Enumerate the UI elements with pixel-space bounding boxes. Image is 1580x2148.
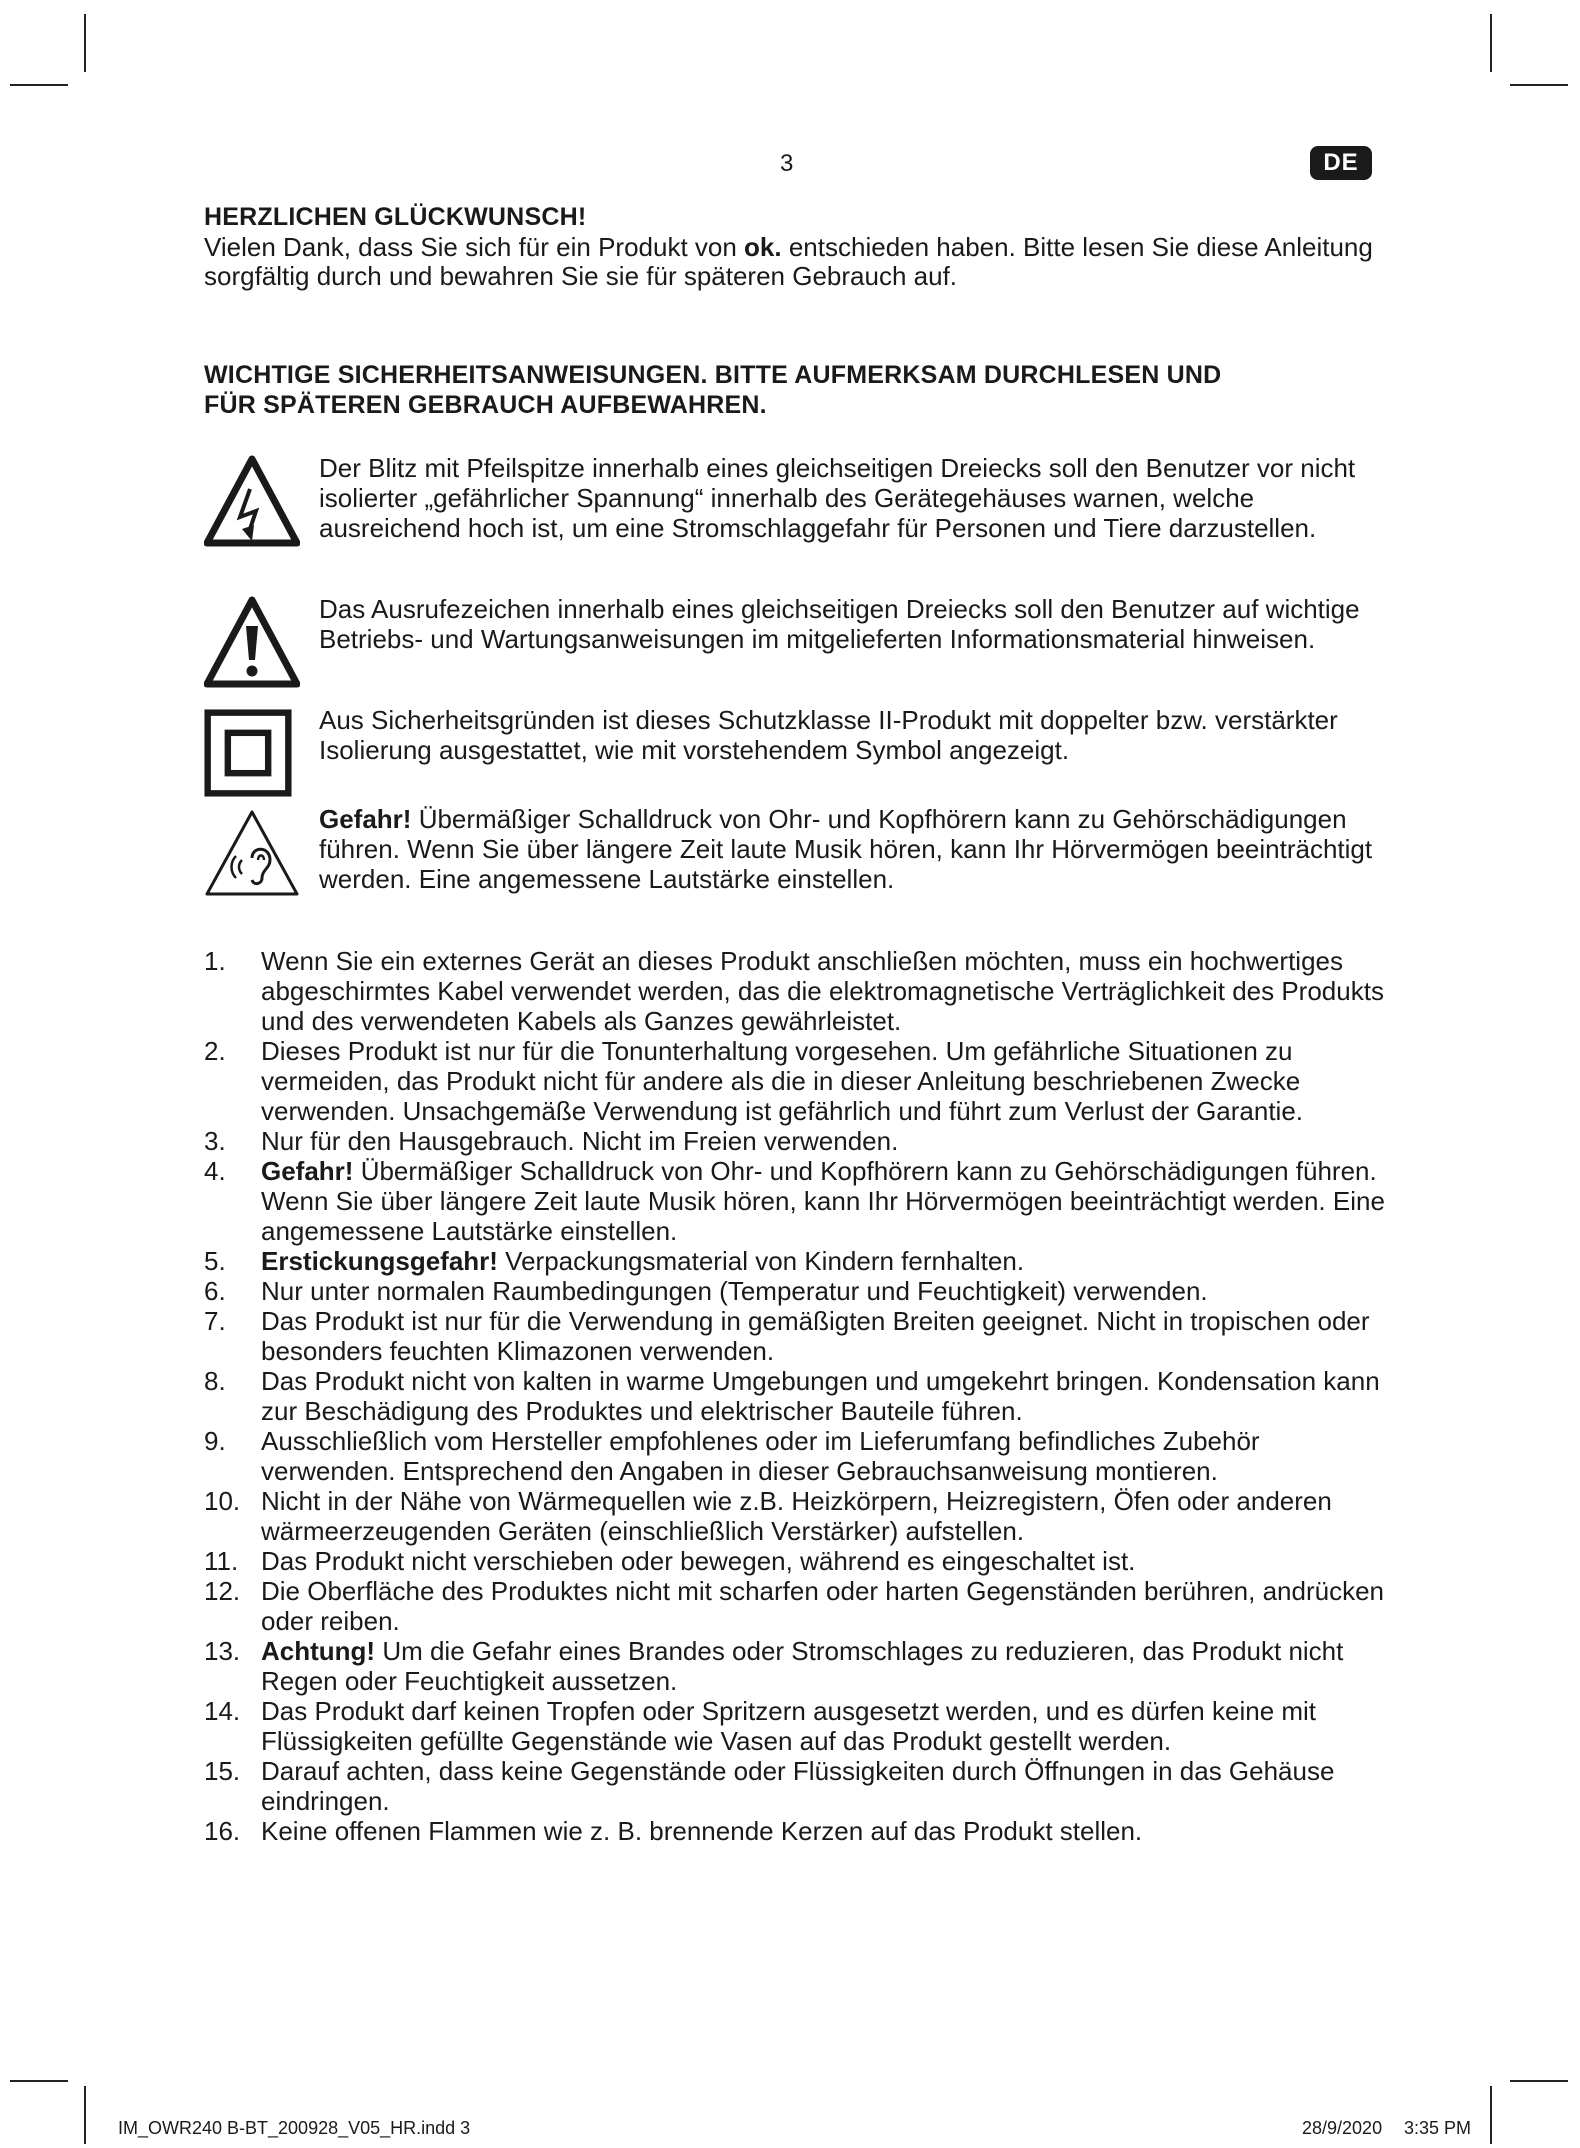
list-item [204, 1036, 1399, 1126]
item-number: 14. [204, 1696, 241, 1726]
safety-heading-line-1: WICHTIGE SICHERHEITSANWEISUNGEN. BITTE AUFMERKSAM DURCHLESEN UND [204, 361, 1222, 389]
item-number: 3. [204, 1126, 226, 1156]
warning-hearing-lead: Gefahr! [319, 804, 412, 834]
footer-date: 28/9/2020 [1302, 2118, 1383, 2138]
list-item [204, 1576, 1399, 1636]
item-lead: Gefahr! [261, 1156, 354, 1186]
footer-file-info: IM_OWR240 B-BT_200928_V05_HR.indd 3 [118, 2118, 471, 2138]
item-lead: Erstickungsgefahr! [261, 1246, 498, 1276]
warning-lightning-text: Der Blitz mit Pfeilspitze innerhalb eines gleichseitigen Dreiecks soll den Benutzer vor nicht isolierter „gefährlicher Spannung“ innerhalb des Gerätegehäuses warnen, welche ausreichend hoch ist, um eine Stromschlaggefahr für Personen und Tiere darzustellen. [319, 453, 1356, 543]
list-item [204, 946, 1399, 1036]
list-item [204, 1696, 1399, 1756]
list-item [204, 1426, 1399, 1486]
item-text: Nur unter normalen Raumbedingungen (Temperatur und Feuchtigkeit) verwenden. [261, 1276, 1208, 1306]
item-text: Verpackungsmaterial von Kindern fernhalten. [497, 1246, 1025, 1276]
list-item [204, 1246, 1399, 1276]
intro-paragraph [204, 233, 1384, 291]
list-item [204, 1366, 1399, 1426]
lightning-triangle-icon [204, 455, 300, 551]
list-item [204, 1636, 1399, 1696]
list-item [204, 1546, 1399, 1576]
safety-heading [204, 360, 1221, 420]
page-number: 3 [780, 150, 794, 177]
item-text: Das Produkt nicht verschieben oder bewegen, während es eingeschaltet ist. [261, 1546, 1136, 1576]
item-number: 10. [204, 1486, 241, 1516]
double-insulation-icon [204, 709, 292, 797]
item-number: 13. [204, 1636, 241, 1666]
crop-mark [84, 14, 86, 72]
list-item [204, 1756, 1399, 1816]
item-text: Nur für den Hausgebrauch. Nicht im Freien verwenden. [261, 1126, 899, 1156]
language-badge: DE [1310, 146, 1372, 180]
item-lead: Achtung! [261, 1636, 376, 1666]
intro-text-before: Vielen Dank, dass Sie sich für ein Produkt von [204, 232, 745, 262]
warning-hearing [204, 804, 1384, 924]
item-text: Das Produkt darf keinen Tropfen oder Spritzern ausgesetzt werden, und es dürfen keine mit Flüssigkeiten gefüllte Gegenstände wie Vasen auf das Produkt gestellt werden. [261, 1696, 1317, 1756]
item-text: Das Produkt ist nur für die Verwendung in gemäßigten Breiten geeignet. Nicht in tropischen oder besonders feuchten Klimazonen verwenden. [261, 1306, 1370, 1366]
exclamation-triangle-icon [204, 596, 300, 692]
warning-exclamation-text: Das Ausrufezeichen innerhalb eines gleichseitigen Dreiecks soll den Benutzer auf wichtige Betriebs- und Wartungsanweisungen im mitgelieferten Informationsmaterial hinweisen. [319, 594, 1360, 654]
list-item [204, 1156, 1399, 1246]
list-item [204, 1126, 1399, 1156]
item-number: 11. [204, 1546, 239, 1576]
item-text: Wenn Sie ein externes Gerät an dieses Produkt anschließen möchten, muss ein hochwertiges abgeschirmtes Kabel verwendet werden, das die elektromagnetische Verträglichkeit des Produkts und des verwendeten Kabels als Ganzes gewährleistet. [261, 946, 1384, 1036]
item-number: 16. [204, 1816, 241, 1846]
item-text: Das Produkt nicht von kalten in warme Umgebungen und umgekehrt bringen. Kondensation kann zur Beschädigung des Produktes und elektrischer Bauteile führen. [261, 1366, 1380, 1426]
item-number: 6. [204, 1276, 226, 1306]
item-text: Ausschließlich vom Hersteller empfohlenes oder im Lieferumfang befindliches Zubehör verwenden. Entsprechend den Angaben in dieser Gebrauchsanweisung montieren. [261, 1426, 1260, 1486]
item-text: Nicht in der Nähe von Wärmequellen wie z.B. Heizkörpern, Heizregistern, Öfen oder anderen wärmeerzeugenden Geräten (einschließlich Verstärker) aufstellen. [261, 1486, 1332, 1546]
crop-mark [1510, 84, 1568, 86]
item-text: Die Oberfläche des Produktes nicht mit scharfen oder harten Gegenständen berühren, andrücken oder reiben. [261, 1576, 1385, 1636]
crop-mark [10, 2080, 68, 2082]
hearing-damage-icon [204, 806, 300, 902]
instructions-list [204, 946, 1399, 1846]
safety-heading-line-2: FÜR SPÄTEREN GEBRAUCH AUFBEWAHREN. [204, 391, 767, 419]
item-number: 4. [204, 1156, 226, 1186]
crop-mark [1490, 14, 1492, 72]
item-number: 12. [204, 1576, 241, 1606]
warning-double-insulation-text: Aus Sicherheitsgründen ist dieses Schutzklasse II-Produkt mit doppelter bzw. verstärkter Isolierung ausgestattet, wie mit vorstehendem Symbol angezeigt. [319, 705, 1338, 765]
item-text: Dieses Produkt ist nur für die Tonunterhaltung vorgesehen. Um gefährliche Situationen zu vermeiden, das Produkt nicht für andere als die in dieser Anleitung beschriebenen Zwecke verwenden. Unsachgemäße Verwendung ist gefährlich und führt zum Verlust der Garantie. [261, 1036, 1304, 1126]
item-text: Darauf achten, dass keine Gegenstände oder Flüssigkeiten durch Öffnungen in das Gehäuse eindringen. [261, 1756, 1335, 1816]
warning-hearing-body: Übermäßiger Schalldruck von Ohr- und Kopfhörern kann zu Gehörschädigungen führen. Wenn Sie über längere Zeit laute Musik hören, kann Ihr Hörvermögen beeinträchtigt werden. Eine angemessene Lautstärke einstellen. [319, 804, 1373, 894]
crop-mark [1510, 2080, 1568, 2082]
item-number: 5. [204, 1246, 226, 1276]
list-item [204, 1816, 1399, 1846]
item-text: Übermäßiger Schalldruck von Ohr- und Kopfhörern kann zu Gehörschädigungen führen. Wenn Sie über längere Zeit laute Musik hören, kann Ihr Hörvermögen beeinträchtigt werden. Eine angemessene Lautstärke einstellen. [261, 1156, 1385, 1246]
crop-mark [10, 84, 68, 86]
intro-text-after: entschieden haben. Bitte lesen Sie diese Anleitung sorgfältig durch und bewahren Sie sie für späteren Gebrauch auf. [204, 232, 1373, 291]
warning-lightning [204, 453, 1384, 573]
item-text: Um die Gefahr eines Brandes oder Stromschlages zu reduzieren, das Produkt nicht Regen oder Feuchtigkeit aussetzen. [261, 1636, 1344, 1696]
item-number: 2. [204, 1036, 226, 1066]
warning-double-insulation [204, 705, 1384, 797]
item-number: 7. [204, 1306, 226, 1336]
item-number: 9. [204, 1426, 226, 1456]
list-item [204, 1306, 1399, 1366]
footer-time: 3:35 PM [1404, 2118, 1472, 2138]
crop-mark [1490, 2086, 1492, 2144]
warning-hearing-text [319, 804, 1384, 894]
list-item [204, 1276, 1399, 1306]
item-number: 15. [204, 1756, 241, 1786]
item-text: Keine offenen Flammen wie z. B. brennende Kerzen auf das Produkt stellen. [261, 1816, 1143, 1846]
list-item [204, 1486, 1399, 1546]
crop-mark [84, 2086, 86, 2144]
warning-exclamation [204, 594, 1384, 690]
brand-name: ok. [744, 232, 782, 262]
congratulations-heading: HERZLICHEN GLÜCKWUNSCH! [204, 203, 587, 231]
item-number: 1. [204, 946, 226, 976]
item-number: 8. [204, 1366, 226, 1396]
